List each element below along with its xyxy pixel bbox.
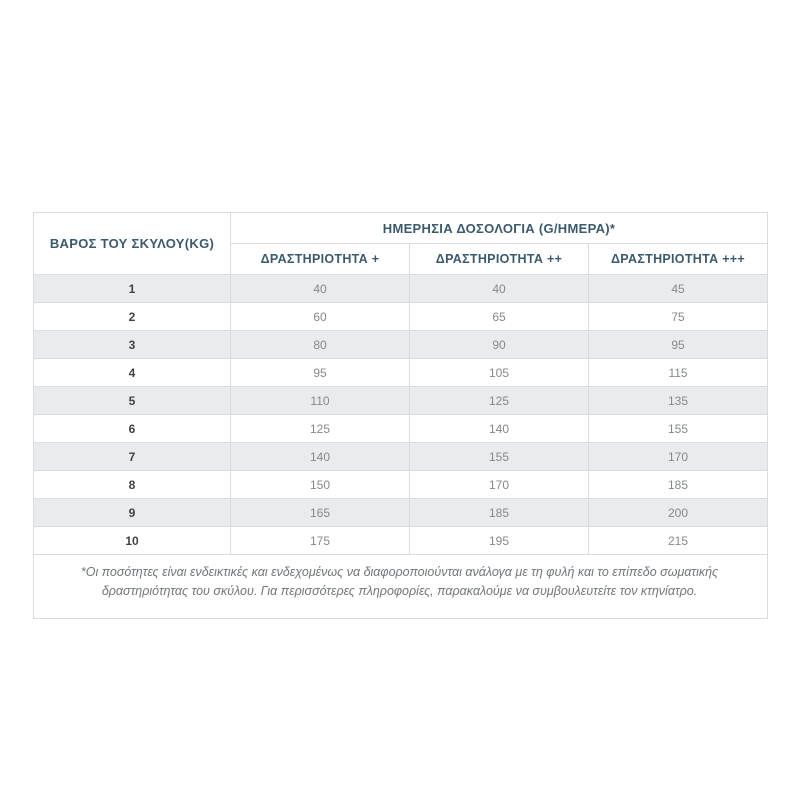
dosage-group-header: ΗΜΕΡΗΣΙΑ ΔΟΣΟΛΟΓΙΑ (G/HMEPA)* (231, 213, 768, 244)
weight-cell: 4 (34, 359, 231, 387)
table-header-row-top (34, 213, 768, 244)
weight-cell: 10 (34, 527, 231, 555)
weight-cell: 2 (34, 303, 231, 331)
activity-plus-plus-plus-header: ΔΡΑΣΤΗΡΙΟΤΗΤΑ +++ (589, 244, 768, 275)
dosage-cell: 155 (410, 443, 589, 471)
dosage-cell: 135 (589, 387, 768, 415)
dosage-cell: 165 (231, 499, 410, 527)
footnote-row (34, 555, 768, 619)
dosage-table (33, 212, 768, 619)
activity-plus-plus-header: ΔΡΑΣΤΗΡΙΟΤΗΤΑ ++ (410, 244, 589, 275)
dosage-cell: 95 (231, 359, 410, 387)
dosage-cell: 185 (589, 471, 768, 499)
footnote-text: *Οι ποσότητες είναι ενδεικτικές και ενδεχομένως να διαφοροποιούνται ανάλογα με τη φυλή και το επίπεδο σωματικής δραστηριότητας του σκύλου. Για περισσότερες πληροφορίες, παρακαλούμε να συμβουλευτείτε τον κτηνίατρο. (34, 555, 768, 619)
dosage-cell: 105 (410, 359, 589, 387)
dosage-cell: 80 (231, 331, 410, 359)
dosage-cell: 110 (231, 387, 410, 415)
weight-cell: 5 (34, 387, 231, 415)
table-row (34, 471, 768, 499)
dosage-cell: 215 (589, 527, 768, 555)
dosage-cell: 150 (231, 471, 410, 499)
dosage-cell: 140 (231, 443, 410, 471)
weight-column-header: ΒΑΡΟΣ ΤΟΥ ΣΚΥΛΟΥ(KG) (34, 213, 231, 275)
weight-cell: 3 (34, 331, 231, 359)
dosage-cell: 45 (589, 275, 768, 303)
dosage-cell: 40 (410, 275, 589, 303)
dosage-cell: 75 (589, 303, 768, 331)
table-row (34, 331, 768, 359)
table-row (34, 443, 768, 471)
table-row (34, 387, 768, 415)
dosage-cell: 170 (589, 443, 768, 471)
dosage-cell: 155 (589, 415, 768, 443)
table-row (34, 359, 768, 387)
weight-cell: 7 (34, 443, 231, 471)
dosage-cell: 185 (410, 499, 589, 527)
dosage-cell: 175 (231, 527, 410, 555)
activity-plus-header: ΔΡΑΣΤΗΡΙΟΤΗΤΑ + (231, 244, 410, 275)
dosage-cell: 195 (410, 527, 589, 555)
weight-cell: 1 (34, 275, 231, 303)
dosage-cell: 95 (589, 331, 768, 359)
dosage-cell: 125 (410, 387, 589, 415)
dosage-cell: 40 (231, 275, 410, 303)
weight-cell: 6 (34, 415, 231, 443)
weight-cell: 9 (34, 499, 231, 527)
weight-cell: 8 (34, 471, 231, 499)
dosage-cell: 115 (589, 359, 768, 387)
dosage-cell: 60 (231, 303, 410, 331)
table-row (34, 275, 768, 303)
dosage-cell: 65 (410, 303, 589, 331)
dosage-cell: 200 (589, 499, 768, 527)
dosage-cell: 170 (410, 471, 589, 499)
table-row (34, 527, 768, 555)
table-row (34, 303, 768, 331)
dosage-cell: 140 (410, 415, 589, 443)
dosage-cell: 90 (410, 331, 589, 359)
table-row (34, 499, 768, 527)
dosage-cell: 125 (231, 415, 410, 443)
table-row (34, 415, 768, 443)
dosage-table-section (33, 212, 768, 619)
